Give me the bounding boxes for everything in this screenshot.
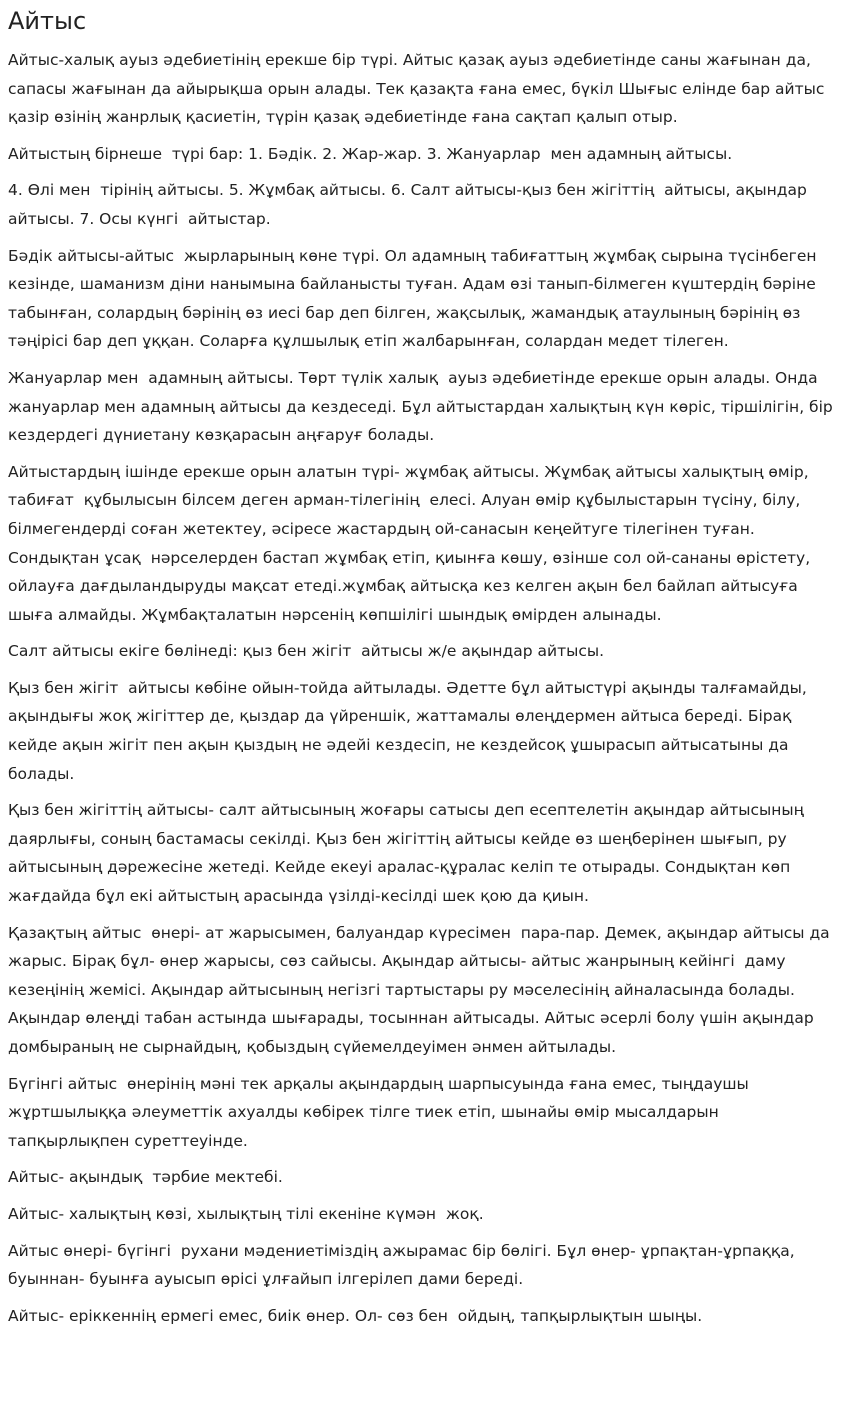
paragraph-7: Салт айтысы екіге бөлінеді: қыз бен жігіт айтысы ж/е ақындар айтысы. (8, 642, 605, 661)
paragraph-8: Қыз бен жігіт айтысы көбіне ойын-тойда айтылады. Әдетте бұл айтыстүрі ақынды талғамайды, ақындығы жоқ жігіттер де, қыздар да үйреншік, жаттамалы өлеңдермен айтыса береді. Бірақ кейде ақын жігіт пен ақын қыздың не әдейі кездесіп, не кездейсоқ ұшырасып айтысатыны да болады. (8, 678, 812, 783)
paragraph-6: Айтыстардың ішінде ерекше орын алатын түрі- жұмбақ айтысы. Жұмбақ айтысы халықтың өмір, табиғат құбылысын білсем деген арман-тілегінің елесі. Алуан өмір құбылыстарын түсіну, білу, білмегендерді соған жетектеу, әсіресе жастардың ой-санасын кеңейтуге тілегінен туған. Сондықтан ұсақ нәрселерден бастап жұмбақ етіп, қиынға көшу, өзінше сол ой-сананы өрістету, ойлауға дағдыландыруды мақсат етеді.жұмбақ айтысқа кез келген ақын бел байлап айтысуға шыға алмайды. Жұмбақталатын нәрсенің көпшілігі шындық өмірден алынады. (8, 462, 816, 624)
page-title: Айтыс (8, 7, 87, 35)
paragraph-15: Айтыс- еріккеннің ермегі емес, биік өнер. Ол- сөз бен ойдың, тапқырлықтын шыңы. (8, 1306, 703, 1325)
paragraph-3: 4. Өлі мен тірінің айтысы. 5. Жұмбақ айтысы. 6. Салт айтысы-қыз бен жігіттің айтысы, ақындар айтысы. 7. Осы күнгі айтыстар. (8, 181, 812, 228)
paragraph-14: Айтыс өнері- бүгінгі рухани мәдениетіміздің ажырамас бір бөлігі. Бұл өнер- ұрпақтан-ұрпаққа, буыннан- буынға ауысып өрісі ұлғайып ілгерілеп дами береді. (8, 1241, 800, 1289)
paragraph-12: Айтыс- ақындық тәрбие мектебі. (8, 1168, 283, 1187)
article (0, 6, 847, 1330)
paragraph-2: Айтыстың бірнеше түрі бар: 1. Бәдік. 2. Жар-жар. 3. Жануарлар мен адамның айтысы. (8, 144, 733, 163)
paragraph-9: Қыз бен жігіттің айтысы- салт айтысының жоғары сатысы деп есептелетін ақындар айтысының даярлығы, соның бастамасы секілді. Қыз бен жігіттің айтысы кейде өз шеңберінен шығып, ру айтысының дәрежесіне жетеді. Кейде екеуі аралас-құралас келіп те отырады. Сондықтан көп жағдайда бұл екі айтыстың арасында үзілді-кесілді шек қою да қиын. (8, 801, 809, 906)
paragraph-5: Жануарлар мен адамның айтысы. Төрт түлік халық ауыз әдебиетінде ерекше орын алады. Онда жануарлар мен адамның айтысы да кездеседі. Бұл айтыстардан халықтың күн көріс, тіршілігін, бір кездердегі дүниетану көзқарасын аңғаруғ болады. (8, 368, 838, 445)
paragraph-10: Қазақтың айтыс өнері- ат жарысымен, балуандар күресімен пара-пар. Демек, ақындар айтысы да жарыс. Бірақ бұл- өнер жарысы, сөз сайысы. Ақындар айтысы- айтыс жанрының кейінгі даму кезеңінің жемісі. Ақындар айтысының негізгі тартыстары ру мәселесінің айналасында болады. Ақындар өлеңді табан астында шығарады, тосыннан айтысады. Айтыс әсерлі болу үшін ақындар домбыраның не сырнайдың, қобыздың сүйемелдеуімен әнмен айтылады. (8, 923, 835, 1056)
paragraph-1: Айтыс-халық ауыз әдебиетінің ерекше бір түрі. Айтыс қазақ ауыз әдебиетінде саны жағынан да, сапасы жағынан да айырықша орын алады. Тек қазақта ғана емес, бүкіл Шығыс елінде бар айтыс қазір өзінің жанрлық қасиетін, түрін қазақ әдебиетінде ғана сақтап қалып отыр. (8, 51, 830, 127)
paragraph-13: Айтыс- халықтың көзі, хылықтың тілі екеніне күмән жоқ. (8, 1204, 484, 1223)
paragraph-11: Бүгінгі айтыс өнерінің мәні тек арқалы ақындардың шарпысуында ғана емес, тыңдаушы жұртшылыққа әлеуметтік ахуалды көбірек тілге тиек етіп, шынайы өмір мысалдарын тапқырлықпен суреттеуінде. (8, 1074, 754, 1150)
paragraph-4: Бәдік айтысы-айтыс жырларының көне түрі. Ол адамның табиғаттың жұмбақ сырына түсінбеген кезінде, шаманизм діни нанымына байланысты туған. Адам өзі танып-білмеген күштердің бәріне табынған, солардың бәрінің өз иесі бар деп білген, жақсылық, жамандық атаулының бәрінің өз тәңірісі бар деп ұққан. Соларға құлшылық етіп жалбарынған, солардан медет тілеген. (8, 246, 822, 351)
